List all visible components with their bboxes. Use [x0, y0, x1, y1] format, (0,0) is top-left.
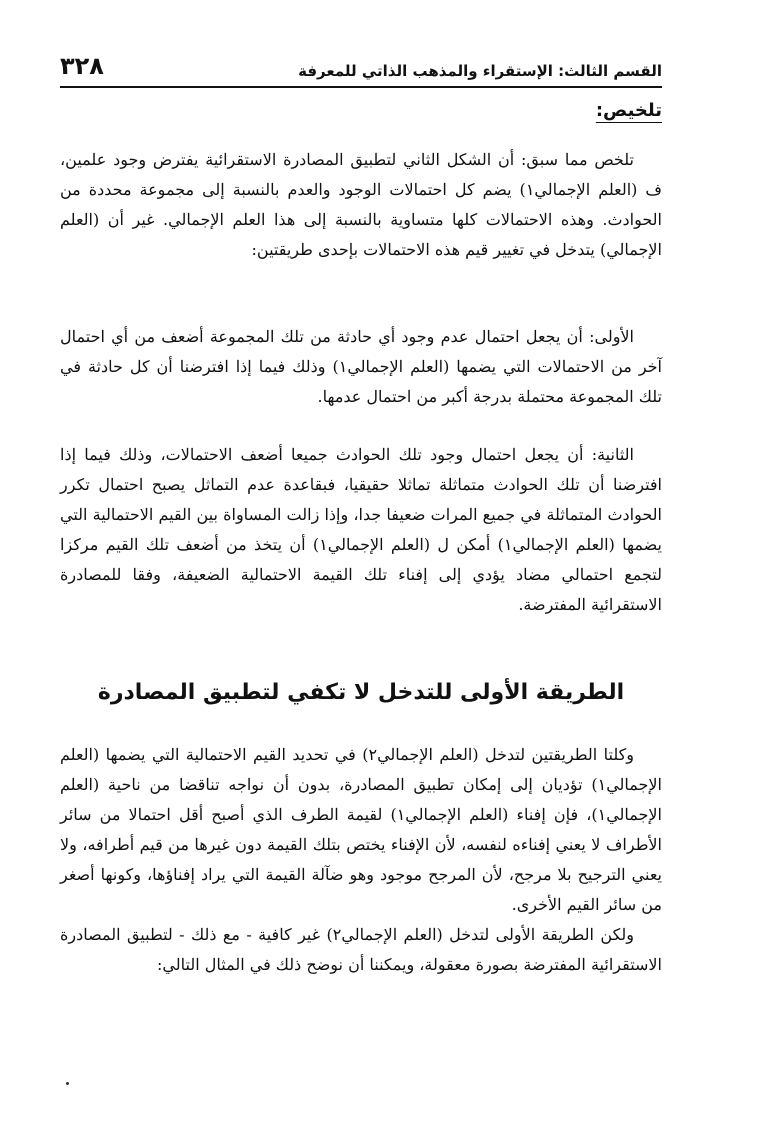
paragraph-both-ways	[60, 740, 662, 920]
running-header	[60, 48, 662, 88]
paragraph-first-way	[60, 322, 662, 412]
running-title: القسم الثالث: الإستقراء والمذهب الذاتي للمعرفة	[298, 62, 662, 80]
paragraph-second-way	[60, 440, 662, 620]
paragraph-text: ولكن الطريقة الأولى لتدخل (العلم الإجمالي٢) غير كافية - مع ذلك - لتطبيق المصادرة الاستقرائية المفترضة بصورة معقولة، ويمكننا أن نوضح ذلك في المثال التالي:	[60, 925, 662, 974]
section-heading: الطريقة الأولى للتدخل لا تكفي لتطبيق المصادرة	[97, 680, 625, 705]
paragraph-summary	[60, 145, 662, 265]
page-speck	[66, 1082, 69, 1085]
paragraph-text: تلخص مما سبق: أن الشكل الثاني لتطبيق المصادرة الاستقرائية يفترض وجود علمين، ف (العلم الإجمالي١) يضم كل احتمالات الوجود والعدم بالنسبة إلى مجموعة محددة من الحوادث. وهذه الاحتمالات كلها متساوية بالنسبة إلى هذا العلم الإجمالي. غير أن (العلم الإجمالي) يتدخل في تغيير قيم هذه الاحتمالات بإحدى طريقتين:	[60, 150, 663, 259]
paragraph-text: الثانية: أن يجعل احتمال وجود تلك الحوادث جميعا أضعف الاحتمالات، وذلك فيما إذا افترضنا أن تلك الحوادث متماثلة تماثلا حقيقيا، فبقاعدة عدم التماثل يصبح احتمال تكرر الحوادث المتماثلة في جميع المرات ضعيفا جدا، وإذا زالت المساواة بين القيم الاحتمالية التي يضمها (العلم الإجمالي١) أمكن ل (العلم الإجمالي١) أن يتخذ من أضعف تلك القيم مركزا لتجمع احتمالي مضاد يؤدي إلى إفناء تلك القيمة الاحتمالية الضعيفة، وفقا للمصادرة الاستقرائية المفترضة.	[60, 445, 662, 614]
section-label-summary: تلخيص:	[595, 100, 662, 121]
page-number: ٣٢٨	[60, 52, 104, 80]
paragraph-text: الأولى: أن يجعل احتمال عدم وجود أي حادثة من تلك المجموعة أضعف من أي احتمال آخر من الاحتمالات التي يضمها (العلم الإجمالي١) وذلك فيما إذا افترضنا أن كل حادثة في تلك المجموعة محتملة بدرجة أكبر من احتمال عدمها.	[60, 327, 662, 406]
paragraph-text: وكلتا الطريقتين لتدخل (العلم الإجمالي٢) في تحديد القيم الاحتمالية التي يضمها (العلم الإجمالي١) تؤديان إلى إمكان تطبيق المصادرة، بدون أن نواجه تناقضا من ناحية (العلم الإجمالي١)، فإن إفناء (العلم الإجمالي١) لقيمة الطرف الذي أصبح أقل احتمالا من سائر الأطراف لا يعني إفناءه لنفسه، لأن الإفناء يختص بتلك القيمة دون غيرها من قيم أطرافه، ولا يعني الترجيح بلا مرجح، لأن المرجح موجود وهو ضآلة القيمة التي يراد إفناؤها، وكونها أصغر من سائر القيم الأخرى.	[60, 745, 662, 914]
paragraph-but-first	[60, 920, 662, 980]
